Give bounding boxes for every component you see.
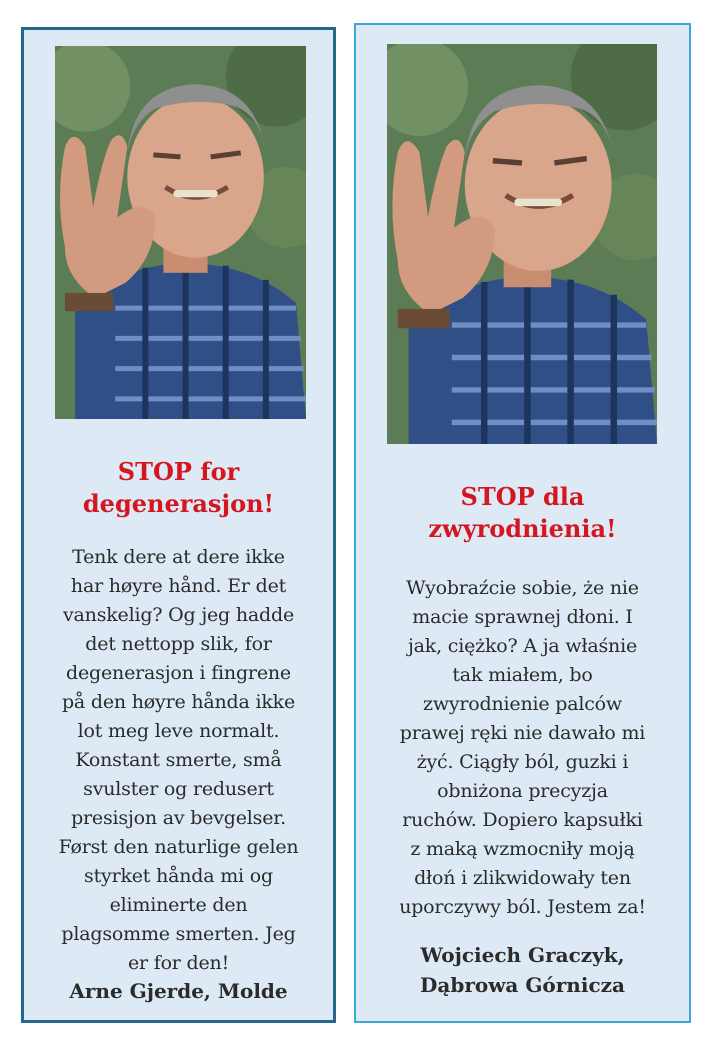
title-line: STOP dla — [460, 482, 585, 511]
body-line: żyć. Ciągły ból, guzki i — [416, 751, 629, 773]
testimonial-signature — [24, 976, 333, 1006]
title-line: STOP for — [117, 457, 240, 486]
body-line: degenerasjon i fingrene — [66, 662, 291, 684]
man-ok-gesture-photo — [387, 44, 657, 444]
body-line: uporczywy ból. Jestem za! — [399, 896, 646, 918]
body-line: jak, ciężko? A ja właśnie — [407, 635, 638, 657]
testimonial-signature — [356, 940, 689, 1000]
body-line: Tenk dere at dere ikke — [72, 546, 285, 568]
body-line: Wyobraźcie sobie, że nie — [406, 577, 639, 599]
signature-line: Wojciech Graczyk, — [420, 943, 625, 967]
testimonial-body — [370, 574, 675, 922]
testimonial-photo — [55, 46, 306, 419]
body-line: prawej ręki nie dawało mi — [399, 722, 646, 744]
signature-line: Dąbrowa Górnicza — [420, 973, 625, 997]
body-line: på den høyre hånda ikke — [61, 691, 296, 713]
body-line: lot meg leve normalt. — [77, 720, 280, 742]
man-ok-gesture-photo — [55, 46, 306, 419]
body-line: har høyre hånd. Er det — [70, 575, 287, 597]
title-line: zwyrodnienia! — [428, 514, 617, 543]
body-line: obniżona precyzja — [437, 780, 608, 802]
body-line: plagsomme smerten. Jeg — [61, 923, 296, 945]
body-line: Konstant smerte, små — [75, 749, 282, 771]
signature-line: Arne Gjerde, Molde — [69, 979, 288, 1003]
testimonial-title — [356, 481, 689, 545]
body-line: macie sprawnej dłoni. I — [412, 606, 633, 628]
body-line: Først den naturlige gelen — [58, 836, 299, 858]
body-line: ruchów. Dopiero kapsułki — [402, 809, 643, 831]
body-line: er for den! — [127, 952, 230, 974]
testimonial-card-norwegian — [21, 27, 336, 1023]
testimonial-photo — [387, 44, 657, 444]
body-line: dłoń i zlikwidowały ten — [414, 867, 631, 889]
body-line: tak miałem, bo — [452, 664, 593, 686]
body-line: styrket hånda mi og — [84, 865, 273, 887]
body-line: vanskelig? Og jeg hadde — [63, 604, 294, 626]
body-line: eliminerte den — [109, 894, 248, 916]
testimonial-card-polish — [354, 23, 691, 1023]
title-line: degenerasjon! — [82, 489, 275, 518]
body-line: svulster og redusert — [83, 778, 274, 800]
body-line: det nettopp slik, for — [85, 633, 272, 655]
testimonial-title — [24, 456, 333, 520]
body-line: zwyrodnienie palców — [423, 693, 622, 715]
body-line: presisjon av bevgelser. — [71, 807, 286, 829]
testimonial-body — [38, 543, 319, 978]
body-line: z maką wzmocniły moją — [410, 838, 635, 860]
